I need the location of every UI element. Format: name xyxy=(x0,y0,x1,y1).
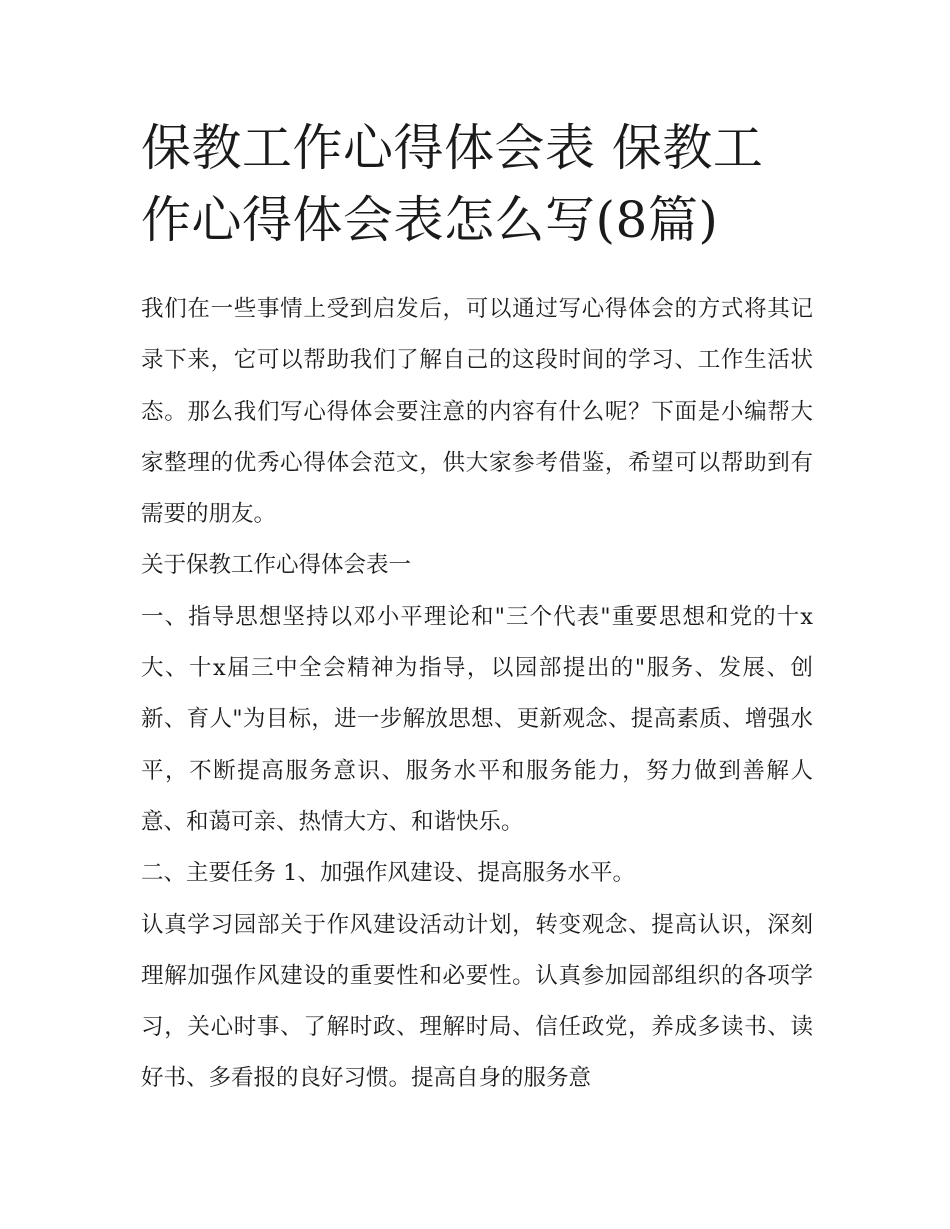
study-paragraph: 认真学习园部关于作风建设活动计划，转变观念、提高认识，深刻理解加强作风建设的重要性和必要性。认真参加园部组织的各项学习，关心时事、了解时政、理解时局、信任政党，养成多读书、读好书、多看报的良好习惯。提高自身的服务意 xyxy=(141,911,813,1092)
main-tasks-heading: 二、主要任务 1、加强作风建设、提高服务水平。 xyxy=(141,860,635,887)
guiding-ideology-paragraph: 一、指导思想坚持以邓小平理论和"三个代表"重要思想和党的十x大、十x届三中全会精神为指导，以园部提出的"服务、发展、创新、育人"为目标，进一步解放思想、更新观念、提高素质、增强水平，不断提高服务意识、服务水平和服务能力，努力做到善解人意、和蔼可亲、热情大方、和谐快乐。 xyxy=(141,603,813,835)
section-heading: 关于保教工作心得体会表一 xyxy=(141,552,412,579)
document-title: 保教工作心得体会表 保教工作心得体会表怎么写(8篇) xyxy=(141,119,764,249)
document-body xyxy=(141,112,813,1105)
intro-paragraph: 我们在一些事情上受到启发后，可以通过写心得体会的方式将其记录下来，它可以帮助我们了解自己的这段时间的学习、工作生活状态。那么我们写心得体会要注意的内容有什么呢？下面是小编帮大家整理的优秀心得体会范文，供大家参考借鉴，希望可以帮助到有需要的朋友。 xyxy=(141,296,813,528)
